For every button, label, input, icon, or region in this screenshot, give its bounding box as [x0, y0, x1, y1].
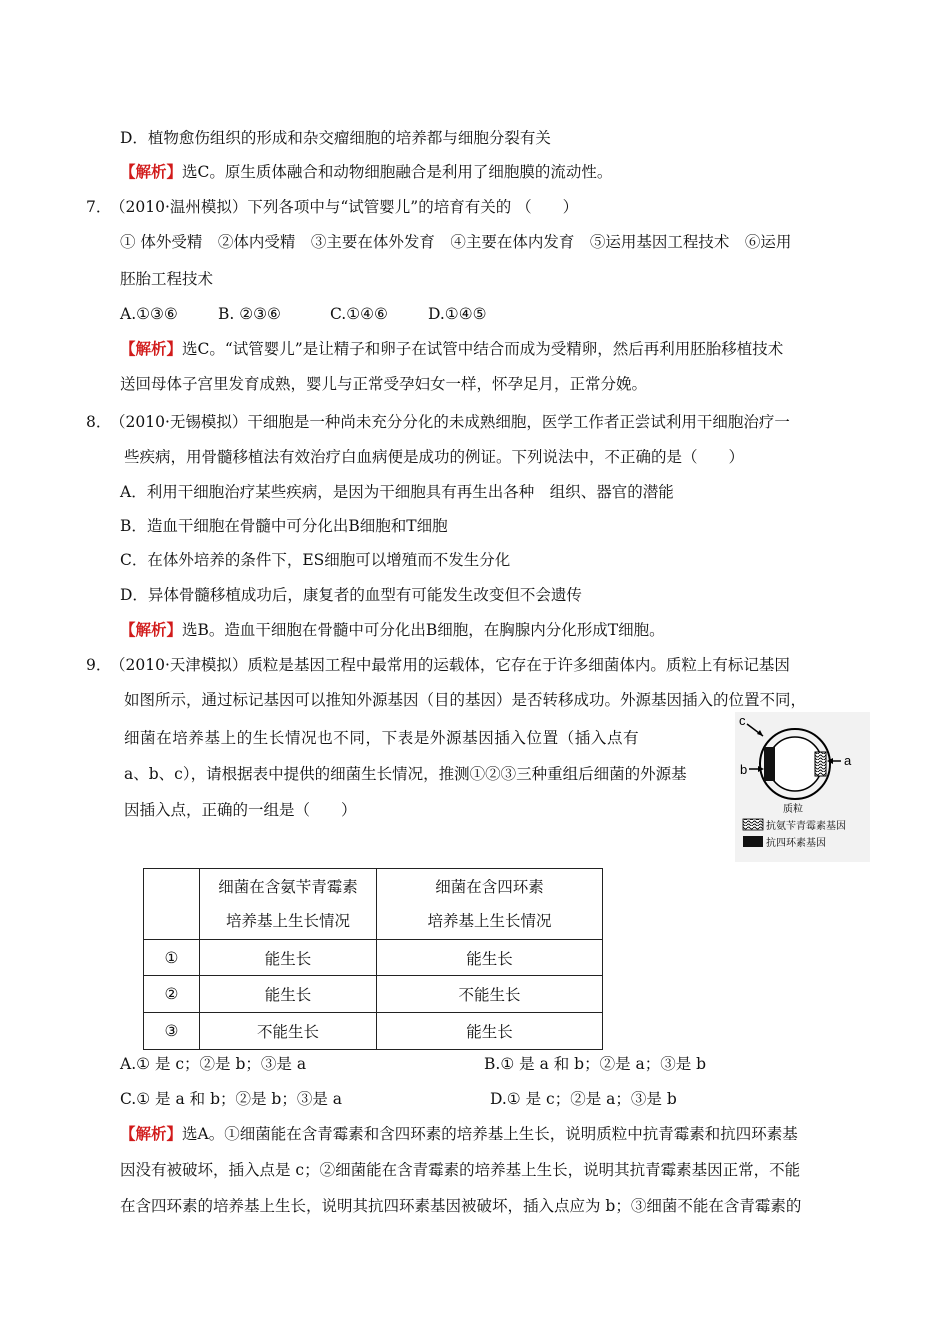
table-header-row [144, 869, 603, 940]
q9-option-d: D.① 是 c；②是 a；③是 b [490, 1090, 677, 1108]
label-c: c [739, 713, 746, 728]
q7-stem: （2010·温州模拟）下列各项中与“试管婴儿”的培育有关的 （ ） [110, 198, 579, 216]
q8-stem: （2010·无锡模拟）干细胞是一种尚未充分分化的未成熟细胞，医学工作者正尝试利用干细胞治疗一 [110, 413, 790, 431]
row-id: ③ [144, 1013, 200, 1050]
tetracycline-gene [764, 747, 775, 781]
plasmid-ring-inner [768, 737, 822, 791]
q9-stem-cont: 细菌在培养基上的生长情况也不同，下表是外源基因插入位置（插入点有 [124, 729, 640, 747]
q7-items: ① 体外受精 ②体内受精 ③主要在体外发育 ④主要在体内发育 ⑤运用基因工程技术 ⑥运用 [120, 233, 792, 251]
q7-option-c: C.①④⑥ [330, 305, 388, 323]
q7-option-d: D.①④⑤ [428, 305, 487, 323]
q8-analysis [120, 619, 665, 641]
row-id: ② [144, 976, 200, 1013]
legend-tetracycline: 抗四环素基因 [766, 838, 826, 849]
q8-number: 8． [86, 413, 112, 431]
plasmid-figure [735, 712, 870, 862]
q7-analysis-cont: 送回母体子宫里发育成熟，婴儿与正常受孕妇女一样，怀孕足月，正常分娩。 [120, 375, 648, 393]
table-row [144, 940, 603, 976]
q9-analysis [120, 1123, 798, 1145]
q8-stem-cont: 些疾病，用骨髓移植法有效治疗白血病便是成功的例证。下列说法中，不正确的是（ ） [124, 448, 745, 466]
analysis-tag: 【解析】 [120, 162, 183, 181]
ampicillin-gene [815, 752, 826, 776]
q7-option-b: B. ②③⑥ [218, 305, 281, 323]
table-header-ampicillin: 细菌在含氨苄青霉素 培养基上生长情况 [200, 869, 377, 940]
q9-analysis-cont: 在含四环素的培养基上生长，说明其抗四环素基因被破坏，插入点应为 b；③细菌不能在含青霉素的 [120, 1197, 802, 1215]
q8-option-c: C．在体外培养的条件下，ES细胞可以增殖而不发生分化 [120, 551, 511, 569]
figure-caption: 质粒 [783, 804, 803, 815]
row-ampicillin-growth: 能生长 [200, 976, 377, 1013]
q9-option-b: B.① 是 a 和 b；②是 a；③是 b [484, 1055, 707, 1073]
table-corner-cell [144, 869, 200, 940]
row-ampicillin-growth: 不能生长 [200, 1013, 377, 1050]
analysis-text: 选A。①细菌能在含青霉素和含四环素的培养基上生长，说明质粒中抗青霉素和抗四环素基 [182, 1125, 798, 1143]
q7-number: 7． [86, 198, 112, 216]
q7-analysis [120, 338, 783, 360]
q6-analysis [120, 161, 612, 183]
q9-option-a: A.① 是 c；②是 b；③是 a [120, 1055, 307, 1073]
legend-swatch-ampicillin [743, 819, 763, 830]
row-tetracycline-growth: 能生长 [377, 940, 603, 976]
q8-option-d: D．异体骨髓移植成功后，康复者的血型有可能发生改变但不会遗传 [120, 586, 582, 604]
legend-swatch-tetracycline [743, 836, 763, 847]
table-row [144, 1013, 603, 1050]
q9-stem-cont: 如图所示，通过标记基因可以推知外源基因（目的基因）是否转移成功。外源基因插入的位置不同， [124, 691, 807, 709]
q8-option-a: A．利用干细胞治疗某些疾病，是因为干细胞具有再生出各种 组织、器官的潜能 [120, 483, 674, 501]
q6-option-d: D．植物愈伤组织的形成和杂交瘤细胞的培养都与细胞分裂有关 [120, 129, 551, 147]
row-ampicillin-growth: 能生长 [200, 940, 377, 976]
row-tetracycline-growth: 能生长 [377, 1013, 603, 1050]
analysis-text: 选C。原生质体融合和动物细胞融合是利用了细胞膜的流动性。 [182, 163, 613, 181]
q8-option-b: B．造血干细胞在骨髓中可分化出B细胞和T细胞 [120, 517, 448, 535]
legend-ampicillin: 抗氨苄青霉素基因 [766, 821, 846, 832]
q9-stem-cont: a、b、c），请根据表中提供的细菌生长情况，推测①②③三种重组后细菌的外源基 [124, 765, 687, 783]
analysis-tag: 【解析】 [120, 339, 183, 358]
table-row [144, 976, 603, 1013]
row-id: ① [144, 940, 200, 976]
q9-number: 9． [86, 656, 112, 674]
analysis-text: 选C。“试管婴儿”是让精子和卵子在试管中结合而成为受精卵，然后再利用胚胎移植技术 [182, 340, 784, 358]
q7-items-cont: 胚胎工程技术 [120, 270, 214, 288]
q9-stem: （2010·天津模拟）质粒是基因工程中最常用的运载体，它存在于许多细菌体内。质粒上有标记基因 [110, 656, 790, 674]
label-a: a [844, 753, 852, 768]
growth-table [143, 868, 603, 1050]
analysis-text: 选B。造血干细胞在骨髓中可分化出B细胞，在胸腺内分化形成T细胞。 [182, 621, 665, 639]
q9-stem-cont: 因插入点，正确的一组是（ ） [124, 801, 357, 819]
table-header-tetracycline: 细菌在含四环素 培养基上生长情况 [377, 869, 603, 940]
q7-option-a: A.①③⑥ [120, 305, 178, 323]
q9-option-c: C.① 是 a 和 b；②是 b；③是 a [120, 1090, 343, 1108]
plasmid-diagram [735, 712, 870, 862]
row-tetracycline-growth: 不能生长 [377, 976, 603, 1013]
q9-analysis-cont: 因没有被破坏，插入点是 c；②细菌能在含青霉素的培养基上生长，说明其抗青霉素基因正常，不能 [120, 1161, 801, 1179]
analysis-tag: 【解析】 [120, 620, 183, 639]
label-b: b [740, 762, 748, 777]
analysis-tag: 【解析】 [120, 1124, 183, 1143]
